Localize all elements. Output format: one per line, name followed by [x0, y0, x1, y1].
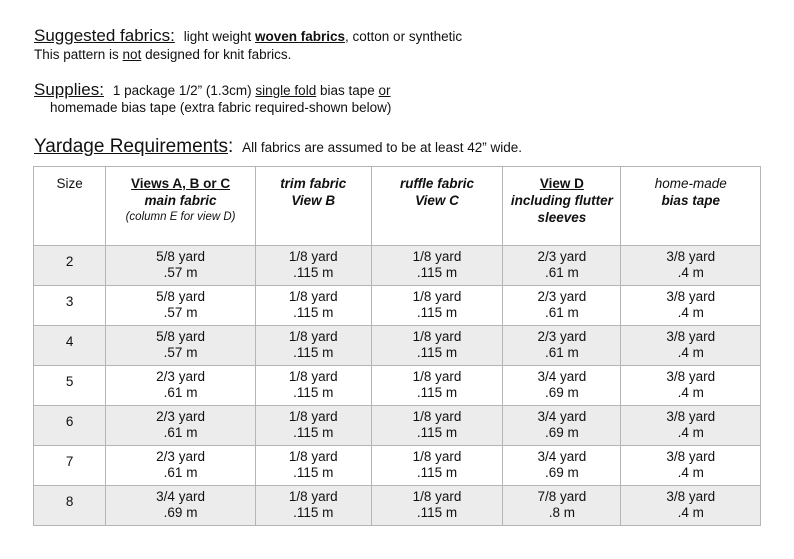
header-c-line1: ruffle fabric	[399, 176, 474, 191]
yardage-note: All fabrics are assumed to be at least 42” wide.	[242, 140, 523, 155]
size-cell: 4	[34, 326, 106, 366]
amount-cell	[503, 366, 621, 406]
yard-value: 3/8 yard	[666, 249, 716, 264]
amount-cell	[371, 366, 503, 406]
meter-value: .4 m	[677, 425, 704, 440]
meter-value: .115 m	[293, 385, 334, 400]
yard-value: 3/4 yard	[156, 489, 205, 504]
fabrics-text-pre: light weight	[183, 29, 255, 44]
size-cell: 2	[34, 246, 106, 286]
yard-value: 1/8 yard	[288, 409, 338, 424]
yardage-heading: Yardage Requirements	[34, 136, 228, 157]
yard-value: 3/8 yard	[666, 369, 716, 384]
yardage-colon: :	[227, 136, 234, 157]
size-cell: 7	[34, 446, 106, 486]
yard-value: 1/8 yard	[412, 329, 462, 344]
amount-cell	[503, 446, 621, 486]
meter-value: .115 m	[293, 305, 334, 320]
yardage-table	[33, 166, 761, 526]
yardage-line	[34, 136, 522, 158]
header-a-line1: Views A, B or C	[131, 176, 231, 191]
table-row	[34, 286, 761, 326]
meter-value: .57 m	[163, 305, 198, 320]
amount-cell	[371, 326, 503, 366]
supplies-heading: Supplies:	[34, 80, 104, 99]
meter-value: .115 m	[416, 345, 458, 360]
size-cell: 8	[34, 486, 106, 526]
meter-value: .4 m	[677, 465, 704, 480]
meter-value: .61 m	[544, 345, 579, 360]
meter-value: .115 m	[416, 265, 458, 280]
size-cell: 3	[34, 286, 106, 326]
header-a-line3: (column E for view D)	[125, 211, 236, 223]
table-row	[34, 486, 761, 526]
size-cell: 5	[34, 366, 106, 406]
yard-value: 2/3 yard	[156, 449, 205, 464]
amount-cell	[371, 446, 503, 486]
amount-cell	[255, 406, 371, 446]
yard-value: 3/8 yard	[666, 329, 716, 344]
meter-value: .115 m	[416, 385, 458, 400]
yard-value: 3/4 yard	[537, 449, 587, 464]
size-cell: 6	[34, 406, 106, 446]
amount-cell	[621, 366, 761, 406]
supplies-text-pre: 1 package 1/2” (1.3cm)	[112, 83, 256, 98]
amount-cell	[371, 486, 503, 526]
yard-value: 2/3 yard	[156, 369, 205, 384]
meter-value: .61 m	[544, 305, 579, 320]
header-bias-tape	[621, 167, 761, 246]
yard-value: 1/8 yard	[412, 249, 462, 264]
amount-cell	[255, 246, 371, 286]
meter-value: .115 m	[416, 465, 458, 480]
yard-value: 1/8 yard	[412, 449, 462, 464]
amount-cell	[255, 446, 371, 486]
amount-cell	[106, 446, 255, 486]
yard-value: 3/8 yard	[666, 489, 716, 504]
amount-cell	[621, 286, 761, 326]
amount-cell	[106, 286, 255, 326]
header-c-line2: View C	[415, 193, 459, 208]
amount-cell	[106, 326, 255, 366]
meter-value: .61 m	[163, 465, 198, 480]
meter-value: .69 m	[544, 385, 579, 400]
amount-cell	[106, 486, 255, 526]
amount-cell	[503, 406, 621, 446]
yard-value: 1/8 yard	[288, 369, 338, 384]
amount-cell	[106, 246, 255, 286]
yard-value: 1/8 yard	[412, 409, 462, 424]
meter-value: .69 m	[544, 465, 579, 480]
meter-value: .61 m	[163, 425, 198, 440]
supplies-line-2: homemade bias tape (extra fabric required-shown below)	[50, 100, 392, 115]
meter-value: .115 m	[416, 505, 458, 520]
table-body	[34, 246, 761, 526]
meter-value: .61 m	[163, 385, 198, 400]
meter-value: .4 m	[677, 505, 704, 520]
header-a-line2: main fabric	[144, 193, 217, 208]
meter-value: .69 m	[163, 505, 198, 520]
yard-value: 3/8 yard	[666, 289, 716, 304]
meter-value: .115 m	[416, 425, 458, 440]
amount-cell	[255, 326, 371, 366]
amount-cell	[106, 406, 255, 446]
meter-value: .115 m	[293, 465, 334, 480]
amount-cell	[106, 366, 255, 406]
fabrics-text-bold: woven fabrics	[255, 29, 346, 44]
header-size-label: Size	[56, 176, 83, 191]
knit-note-pre: This pattern is	[34, 47, 123, 62]
yard-value: 1/8 yard	[288, 489, 338, 504]
table-row	[34, 246, 761, 286]
yard-value: 2/3 yard	[537, 249, 587, 264]
yard-value: 2/3 yard	[537, 329, 587, 344]
header-size	[34, 167, 106, 246]
meter-value: .61 m	[544, 265, 579, 280]
meter-value: .115 m	[416, 305, 458, 320]
yard-value: 2/3 yard	[156, 409, 205, 424]
header-b-line1: trim fabric	[280, 176, 347, 191]
yard-value: 2/3 yard	[537, 289, 587, 304]
knit-note-post: designed for knit fabrics.	[141, 47, 292, 62]
yard-value: 1/8 yard	[288, 449, 338, 464]
supplies-line	[34, 80, 391, 100]
yard-value: 1/8 yard	[288, 329, 338, 344]
amount-cell	[255, 286, 371, 326]
amount-cell	[621, 446, 761, 486]
header-e-line2: bias tape	[661, 193, 720, 208]
amount-cell	[503, 326, 621, 366]
yard-value: 1/8 yard	[412, 289, 462, 304]
meter-value: .4 m	[677, 385, 704, 400]
meter-value: .4 m	[677, 345, 704, 360]
suggested-fabrics-heading: Suggested fabrics:	[34, 26, 175, 45]
yard-value: 1/8 yard	[412, 489, 462, 504]
yard-value: 3/4 yard	[537, 369, 587, 384]
amount-cell	[503, 246, 621, 286]
amount-cell	[503, 486, 621, 526]
meter-value: .57 m	[163, 345, 198, 360]
yard-value: 5/8 yard	[156, 249, 205, 264]
header-d-line2: including flutter	[510, 193, 613, 208]
table-row	[34, 446, 761, 486]
meter-value: .57 m	[163, 265, 198, 280]
yard-value: 7/8 yard	[537, 489, 587, 504]
table-row	[34, 366, 761, 406]
meter-value: .115 m	[293, 345, 334, 360]
yard-value: 3/8 yard	[666, 409, 716, 424]
supplies-single-fold: single fold	[255, 83, 317, 98]
table-header-row	[34, 167, 761, 246]
yard-value: 3/4 yard	[537, 409, 587, 424]
yard-value: 5/8 yard	[156, 329, 205, 344]
amount-cell	[621, 406, 761, 446]
table-row	[34, 326, 761, 366]
header-e-line1: home-made	[654, 176, 727, 191]
amount-cell	[621, 486, 761, 526]
meter-value: .4 m	[677, 265, 704, 280]
header-trim-fabric	[255, 167, 371, 246]
amount-cell	[371, 406, 503, 446]
knit-note-not: not	[122, 47, 142, 62]
header-ruffle-fabric	[371, 167, 503, 246]
meter-value: .115 m	[293, 265, 334, 280]
header-d-line3: sleeves	[537, 210, 587, 225]
header-b-line2: View B	[291, 193, 336, 208]
meter-value: .4 m	[677, 305, 704, 320]
meter-value: .115 m	[293, 425, 334, 440]
amount-cell	[371, 286, 503, 326]
header-view-d	[503, 167, 621, 246]
amount-cell	[621, 326, 761, 366]
yard-value: 5/8 yard	[156, 289, 205, 304]
suggested-fabrics-line	[34, 26, 462, 46]
knit-note	[34, 47, 291, 62]
meter-value: .69 m	[544, 425, 579, 440]
fabrics-text-post: , cotton or synthetic	[345, 29, 463, 44]
header-d-line1: View D	[539, 176, 584, 191]
yard-value: 3/8 yard	[666, 449, 716, 464]
yard-value: 1/8 yard	[412, 369, 462, 384]
supplies-text-mid: bias tape	[316, 83, 379, 98]
amount-cell	[255, 366, 371, 406]
header-views-abc	[106, 167, 255, 246]
amount-cell	[371, 246, 503, 286]
yard-value: 1/8 yard	[288, 249, 338, 264]
meter-value: .115 m	[293, 505, 334, 520]
table-row	[34, 406, 761, 446]
amount-cell	[503, 286, 621, 326]
supplies-or: or	[378, 83, 391, 98]
yard-value: 1/8 yard	[288, 289, 338, 304]
amount-cell	[255, 486, 371, 526]
amount-cell	[621, 246, 761, 286]
meter-value: .8 m	[548, 505, 575, 520]
